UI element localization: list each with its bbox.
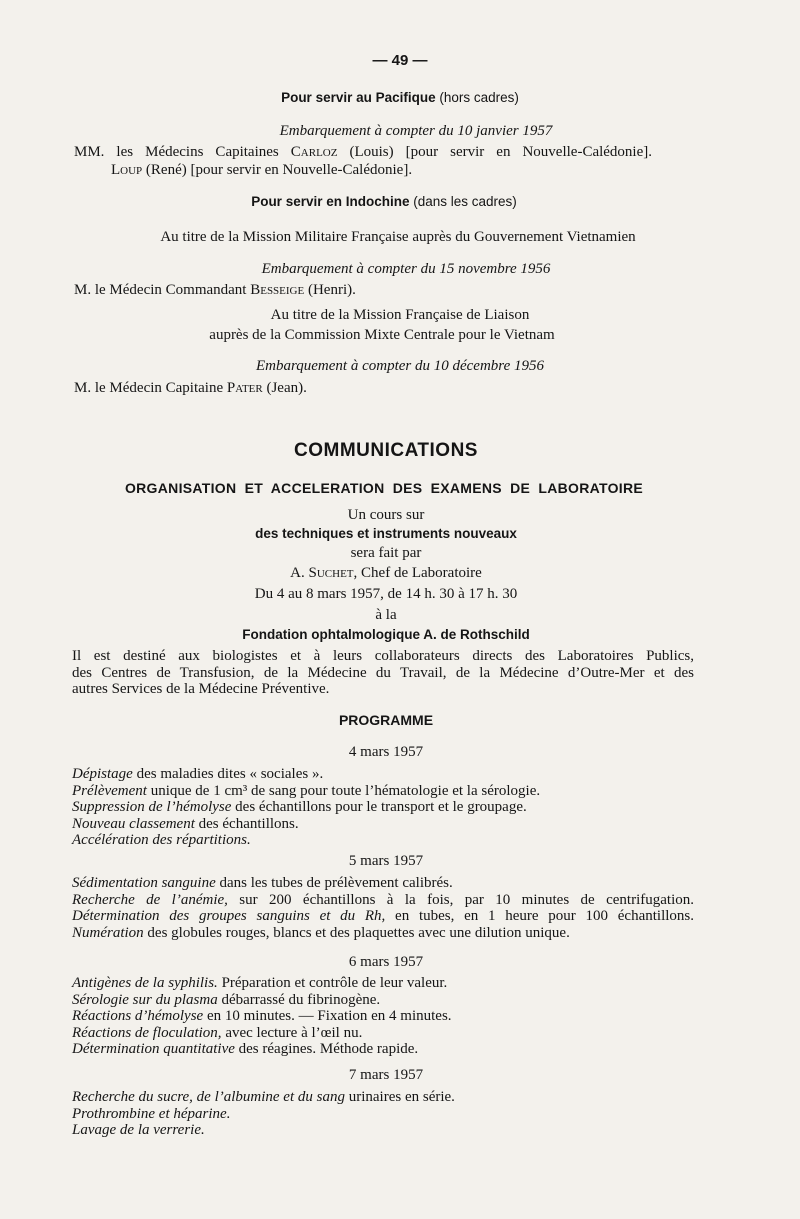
item-text: en 10 minutes. — Fixation en 4 minutes. [203, 1008, 452, 1024]
item-text: avec lecture à l’œil nu. [221, 1024, 363, 1041]
programme-item [72, 908, 694, 925]
programme-item [72, 1122, 694, 1139]
author-initial: A. [290, 565, 305, 581]
day-items [72, 1089, 694, 1139]
day-items [72, 975, 694, 1058]
item-text: des réagines. Méthode rapide. [234, 1041, 419, 1057]
intro-paragraph [72, 648, 694, 698]
item-text: urinaires en série. [344, 1089, 455, 1105]
item-text: dans les tubes de prélèvement calibrés. [215, 875, 453, 891]
line-prefix: M. le Médecin Commandant [74, 282, 247, 298]
line-suffix: (Henri). [307, 282, 356, 298]
item-text: des maladies dites « sociales ». [132, 766, 324, 782]
day-date: 6 mars 1957 [348, 954, 424, 970]
day-items [72, 875, 694, 941]
mission-line-2a: Au titre de la Mission Française de Liaison [270, 307, 530, 323]
embarquement-indochine-2: Embarquement à compter du 10 décembre 1956 [256, 358, 544, 374]
indochine-person-2 [74, 380, 307, 397]
programme-item [72, 1041, 694, 1058]
intro-line: autres Services de la Médecine Préventive. [72, 681, 330, 697]
section-title-pacifique [0, 90, 800, 105]
intro-line: Il est destiné aux biologistes et à leurs collaborateurs directs des Laboratoires Publics, [72, 648, 694, 664]
pacifique-line-2 [111, 162, 412, 179]
programme-item [72, 799, 694, 816]
indochine-person-1 [74, 282, 356, 299]
item-text: des échantillons. [194, 815, 299, 832]
item-topic: Recherche du sucre, de l’albumine et du sang [72, 1089, 345, 1105]
line-prefix: M. le Médecin Capitaine [74, 380, 224, 396]
item-topic: Réactions de floculation, [72, 1024, 222, 1041]
programme-title: PROGRAMME [338, 712, 434, 728]
item-topic: Prothrombine et héparine. [72, 1105, 231, 1122]
communications-title: COMMUNICATIONS [294, 440, 478, 461]
item-topic: Numération [72, 924, 144, 941]
embarquement-pacifique: Embarquement à compter du 10 janvier 1957 [279, 123, 553, 139]
programme-item [72, 816, 694, 833]
item-text: des globules rouges, blancs et des plaquettes avec une dilution unique. [143, 924, 570, 941]
programme-item [72, 1106, 694, 1123]
day-items [72, 766, 694, 849]
item-topic: Antigènes de la syphilis. [72, 975, 218, 991]
section-title-indochine [0, 194, 784, 209]
programme-item [72, 875, 694, 892]
a-la-line: à la [375, 607, 397, 623]
fondation-line: Fondation ophtalmologique A. de Rothschild [242, 627, 530, 642]
item-topic: Dépistage [72, 766, 133, 782]
author-line [0, 565, 786, 582]
programme-item [72, 975, 694, 992]
item-topic: Sédimentation sanguine [72, 875, 216, 891]
cours-line: Un cours sur [347, 507, 425, 523]
item-topic: Lavage de la verrerie. [72, 1122, 205, 1138]
programme-item [72, 766, 694, 783]
programme-item [72, 783, 694, 800]
item-text: Préparation et contrôle de leur valeur. [217, 975, 448, 991]
section-title-rest: (hors cadres) [439, 90, 519, 105]
item-topic: Suppression de l’hémolyse [72, 799, 232, 815]
item-topic: Sérologie sur du plasma [72, 991, 218, 1008]
programme-item [72, 832, 694, 849]
programme-item [72, 1025, 694, 1042]
section-title-bold: Pour servir en Indochine [251, 194, 410, 209]
item-topic: Réactions d’hémolyse [72, 1008, 204, 1024]
line-suffix: (Jean). [266, 380, 307, 396]
item-text: des échantillons pour le transport et le groupage. [231, 799, 527, 815]
pacifique-line-1 [74, 144, 652, 161]
person-name: Carloz [290, 144, 338, 160]
embarquement-indochine-1: Embarquement à compter du 15 novembre 1956 [261, 261, 551, 277]
sera-line: sera fait par [350, 545, 422, 561]
day-date: 7 mars 1957 [348, 1067, 424, 1083]
person-name: Besseige [250, 282, 305, 298]
person-name: Loup [111, 162, 143, 178]
day-date: 4 mars 1957 [348, 744, 424, 760]
line-suffix: (Louis) [pour servir en Nouvelle-Calédonie]. [349, 144, 653, 160]
programme-item [72, 1089, 694, 1106]
item-topic: Nouveau classement [72, 815, 195, 832]
intro-line: des Centres de Transfusion, de la Médecine du Travail, de la Médecine d’Outre-Mer et des [72, 664, 694, 681]
dates-line: Du 4 au 8 mars 1957, de 14 h. 30 à 17 h. 30 [254, 586, 518, 602]
section-title-bold: Pour servir au Pacifique [281, 90, 436, 105]
page-number: — 49 — [372, 52, 428, 69]
mission-line-2b: auprès de la Commission Mixte Centrale pour le Vietnam [209, 327, 555, 343]
programme-item [72, 992, 694, 1009]
item-text: débarrassé du fibrinogène. [217, 991, 381, 1008]
item-text: unique de 1 cm³ de sang pour toute l’hématologie et la sérologie. [146, 782, 541, 799]
item-topic: Détermination quantitative [72, 1041, 235, 1057]
item-topic: Prélèvement [72, 782, 147, 799]
item-topic: Détermination des groupes sanguins et du Rh, [72, 908, 386, 924]
line-suffix: (René) [pour servir en Nouvelle-Calédonie]. [145, 162, 413, 178]
communications-subtitle: ORGANISATION ET ACCELERATION DES EXAMENS DE LABORATOIRE [124, 480, 644, 496]
programme-item [72, 892, 694, 909]
mission-line: Au titre de la Mission Militaire Française auprès du Gouvernement Vietnamien [160, 229, 636, 245]
line-prefix: MM. les Médecins Capitaines [74, 144, 279, 160]
techniques-line: des techniques et instruments nouveaux [255, 526, 517, 541]
author-name: Suchet [308, 565, 354, 581]
programme-item [72, 925, 694, 942]
item-topic: Accélération des répartitions. [72, 832, 251, 848]
person-name: Pater [226, 380, 263, 396]
day-date: 5 mars 1957 [348, 853, 424, 869]
item-text: sur 200 échantillons à la fois, par 10 minutes de centrifugation. [227, 891, 694, 908]
programme-item [72, 1008, 694, 1025]
section-title-rest: (dans les cadres) [413, 194, 517, 209]
author-role: , Chef de Laboratoire [353, 565, 482, 581]
item-text: en tubes, en 1 heure pour 100 échantillons. [385, 908, 694, 924]
item-topic: Recherche de l’anémie, [72, 891, 228, 908]
